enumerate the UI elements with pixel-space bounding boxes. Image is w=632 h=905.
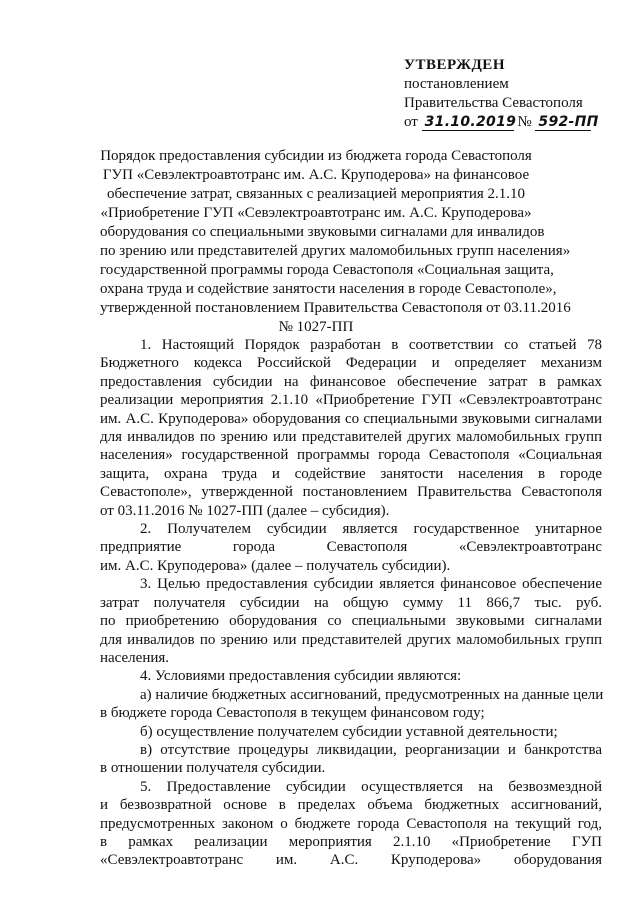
- document-title: [100, 147, 571, 337]
- paragraph: [100, 778, 602, 870]
- paragraph-line: 5. Предоставление субсидии осуществляется на безвозмездной: [140, 778, 602, 795]
- paragraph-line: в рамках реализации мероприятия 2.1.10 «Приобретение ГУП: [100, 833, 602, 850]
- paragraph-line: населения.: [100, 649, 170, 666]
- paragraph-line: предоставления субсидии на финансовое обеспечение затрат в рамках: [100, 373, 602, 390]
- approval-date-line: [404, 113, 614, 132]
- paragraph-line: предприятие города Севастополя «Севэлектроавтотранс: [100, 539, 602, 556]
- paragraph-line: а) наличие бюджетных ассигнований, предусмотренных на данные цели: [140, 686, 604, 703]
- paragraph-line: и безвозвратной основе в пределах объема бюджетных ассигнований,: [100, 797, 602, 814]
- paragraph: [100, 336, 602, 520]
- paragraph: [100, 686, 602, 723]
- paragraph-line: предусмотренных законом о бюджете города Севастополя на текущий год,: [100, 815, 602, 832]
- paragraph-line: в) отсутствие процедуры ликвидации, реорганизации и банкротства: [140, 741, 602, 758]
- approval-line-2: Правительства Севастополя: [404, 95, 583, 111]
- title-line: № 1027-ПП: [278, 319, 354, 335]
- title-line: «Приобретение ГУП «Севэлектроавтотранс им. А.С. Круподерова»: [100, 205, 532, 221]
- title-line: охрана труда и содействие занятости населения в городе Севастополе»,: [100, 281, 557, 297]
- paragraph-line: в отношении получателя субсидии.: [100, 760, 326, 777]
- paragraph-line: им. А.С. Круподерова» (далее – получатель субсидии).: [100, 557, 451, 574]
- paragraph-line: Бюджетного кодекса Российской Федерации и определяет механизм: [100, 355, 602, 372]
- approval-line-1: постановлением: [404, 76, 509, 92]
- approval-stamp: [404, 56, 614, 132]
- paragraph-line: для инвалидов по зрению или представителей других маломобильных групп: [100, 429, 602, 446]
- paragraph-line: 4. Условиями предоставления субсидии являются:: [140, 668, 462, 685]
- paragraph-line: б) осуществление получателем субсидии уставной деятельности;: [140, 723, 558, 740]
- title-line: Порядок предоставления субсидии из бюджета города Севастополя: [100, 148, 532, 164]
- date-prefix: от: [404, 114, 418, 130]
- paragraph: [100, 667, 602, 685]
- paragraph: [100, 520, 602, 575]
- handwritten-date: 31.10.2019: [422, 115, 514, 131]
- paragraph-line: 1. Настоящий Порядок разработан в соответствии со статьей 78: [140, 337, 602, 353]
- paragraph-line: 2. Получателем субсидии является государственное унитарное: [140, 521, 602, 538]
- paragraph-line: населения» государственной программы города Севастополя «Социальная: [100, 447, 602, 464]
- approval-heading: УТВЕРЖДЕН: [404, 57, 505, 73]
- title-line: обеспечение затрат, связанных с реализацией мероприятия 2.1.10: [106, 186, 526, 202]
- title-line: ГУП «Севэлектроавтотранс им. А.С. Круподерова» на финансовое: [102, 167, 530, 183]
- paragraph-line: в бюджете города Севастополя в текущем финансовом году;: [100, 705, 485, 722]
- paragraph-line: затрат получателя субсидии на общую сумму 11 866,7 тыс. руб.: [100, 594, 602, 611]
- number-prefix: №: [517, 114, 532, 130]
- paragraph-line: «Севэлектроавтотранс им. А.С. Круподерова» оборудования: [100, 852, 602, 869]
- paragraph-line: Севастополе», утвержденной постановлением Правительства Севастополя: [100, 484, 602, 501]
- paragraph-line: для инвалидов по зрению или представителей других маломобильных групп: [100, 631, 602, 648]
- paragraph-line: им. А.С. Круподерова» оборудования со специальными звуковыми сигналами: [100, 410, 602, 427]
- document-body: [100, 336, 602, 870]
- title-line: по зрению или представителей других маломобильных групп населения»: [100, 243, 571, 259]
- paragraph: [100, 723, 602, 741]
- title-line: оборудования со специальными звуковыми сигналами для инвалидов: [100, 224, 545, 240]
- handwritten-number: 592-ПП: [535, 115, 591, 131]
- paragraph-line: по приобретению оборудования со специальными звуковыми сигналами: [100, 613, 602, 630]
- paragraph-line: реализации мероприятия 2.1.10 «Приобретение ГУП «Севэлектроавтотранс: [100, 392, 602, 409]
- paragraph-line: 3. Целью предоставления субсидии является финансовое обеспечение: [140, 576, 602, 593]
- paragraph-line: от 03.11.2016 № 1027-ПП (далее – субсидия).: [100, 502, 390, 519]
- title-line: государственной программы города Севастополя «Социальная защита,: [100, 262, 554, 278]
- paragraph: [100, 741, 602, 778]
- paragraph: [100, 575, 602, 667]
- title-line: утвержденной постановлением Правительства Севастополя от 03.11.2016: [100, 300, 571, 316]
- paragraph-line: защита, охрана труда и содействие занятости населения в городе: [100, 465, 602, 482]
